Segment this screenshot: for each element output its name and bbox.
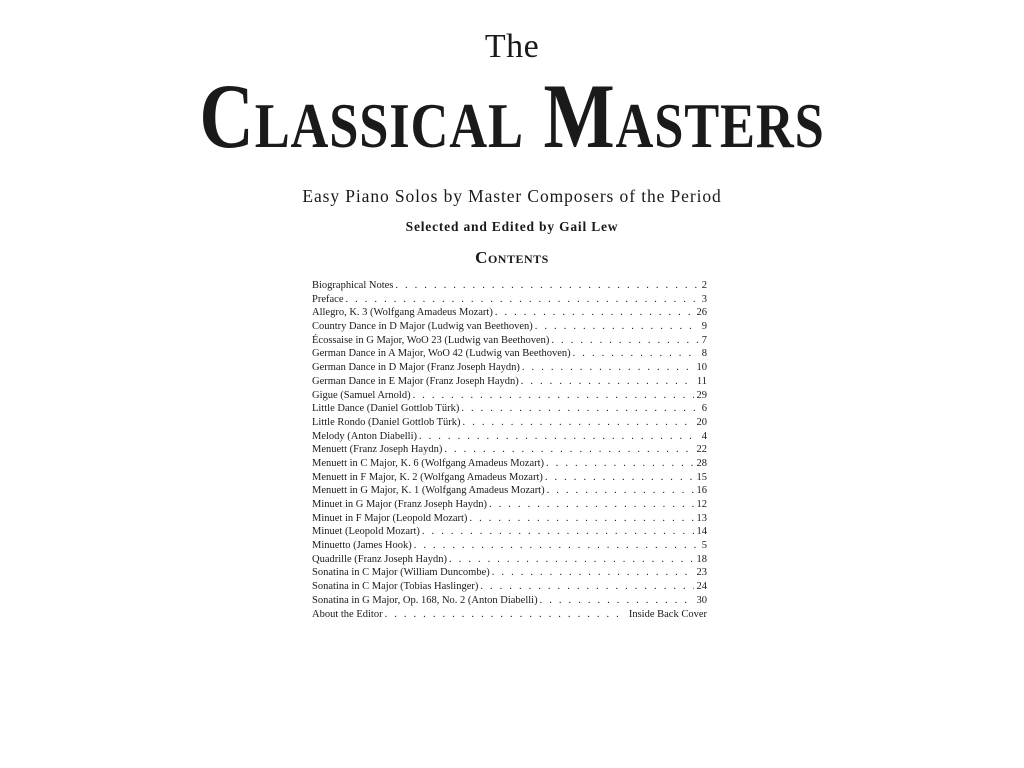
- toc-entry-page: 6: [701, 403, 707, 415]
- editor-credit: Selected and Edited by Gail Lew: [405, 219, 619, 234]
- toc-entry-page: 8: [701, 348, 707, 360]
- toc-leader-dots: [545, 471, 694, 485]
- toc-leader-dots: [444, 443, 693, 457]
- table-of-contents: [312, 279, 707, 621]
- toc-entry-title: About the Editor: [312, 608, 383, 620]
- toc-entry: [312, 306, 707, 320]
- toc-entry: [312, 608, 707, 622]
- toc-entry: [312, 320, 707, 334]
- toc-entry-title: German Dance in D Major (Franz Joseph Haydn): [312, 362, 520, 374]
- toc-leader-dots: [345, 293, 698, 307]
- toc-entry: [312, 430, 707, 444]
- toc-entry-page: 13: [696, 512, 707, 524]
- toc-entry-title: Minuetto (James Hook): [312, 540, 412, 552]
- toc-leader-dots: [395, 279, 698, 293]
- toc-entry-page: 3: [701, 293, 707, 305]
- toc-entry: [312, 347, 707, 361]
- toc-entry: [312, 498, 707, 512]
- toc-entry-page: Inside Back Cover: [628, 608, 707, 620]
- toc-entry-page: 2: [701, 280, 707, 291]
- book-title: Classical Masters: [199, 65, 825, 167]
- toc-entry: [312, 580, 707, 594]
- toc-entry: [312, 512, 707, 526]
- toc-entry: [312, 279, 707, 293]
- toc-entry-page: 15: [696, 471, 707, 483]
- toc-entry: [312, 361, 707, 375]
- toc-entry-title: Écossaise in G Major, WoO 23 (Ludwig van Beethoven): [312, 334, 550, 346]
- toc-leader-dots: [495, 306, 694, 320]
- toc-entry-title: Melody (Anton Diabelli): [312, 430, 417, 442]
- toc-entry-title: Menuett in F Major, K. 2 (Wolfgang Amadeus Mozart): [312, 471, 543, 483]
- toc-leader-dots: [419, 430, 699, 444]
- toc-entry: [312, 375, 707, 389]
- toc-entry-title: Little Dance (Daniel Gottlob Türk): [312, 403, 460, 415]
- toc-entry-page: 24: [696, 581, 707, 593]
- toc-entry: [312, 389, 707, 403]
- toc-entry: [312, 443, 707, 457]
- contents-heading: Contents: [475, 248, 549, 267]
- toc-entry-page: 4: [701, 430, 707, 442]
- toc-leader-dots: [521, 375, 694, 389]
- toc-entry: [312, 471, 707, 485]
- toc-leader-dots: [461, 402, 698, 416]
- toc-leader-dots: [469, 512, 693, 526]
- toc-entry-title: Menuett in G Major, K. 1 (Wolfgang Amadeus Mozart): [312, 485, 545, 497]
- toc-entry: [312, 553, 707, 567]
- toc-entry: [312, 539, 707, 553]
- toc-entry-title: German Dance in A Major, WoO 42 (Ludwig van Beethoven): [312, 348, 571, 360]
- toc-entry-page: 20: [696, 416, 707, 428]
- toc-entry-page: 14: [696, 526, 707, 538]
- toc-entry-title: Gigue (Samuel Arnold): [312, 389, 411, 401]
- toc-entry: [312, 484, 707, 498]
- toc-leader-dots: [540, 594, 694, 608]
- toc-entry: [312, 334, 707, 348]
- toc-entry-title: Sonatina in G Major, Op. 168, No. 2 (Anton Diabelli): [312, 594, 538, 606]
- toc-entry-page: 28: [696, 457, 707, 469]
- toc-entry-page: 23: [696, 567, 707, 579]
- toc-leader-dots: [522, 361, 694, 375]
- toc-leader-dots: [480, 580, 693, 594]
- toc-entry-title: Biographical Notes: [312, 280, 394, 291]
- toc-leader-dots: [463, 416, 694, 430]
- toc-leader-dots: [551, 334, 698, 348]
- toc-entry-page: 22: [696, 444, 707, 456]
- toc-entry-page: 7: [701, 334, 707, 346]
- toc-entry-page: 5: [701, 540, 707, 552]
- toc-entry-page: 10: [696, 362, 707, 374]
- toc-leader-dots: [385, 608, 626, 622]
- toc-entry-title: German Dance in E Major (Franz Joseph Haydn): [312, 375, 519, 387]
- toc-leader-dots: [492, 566, 694, 580]
- toc-entry-title: Menuett in C Major, K. 6 (Wolfgang Amadeus Mozart): [312, 457, 545, 469]
- toc-entry: [312, 293, 707, 307]
- toc-entry: [312, 402, 707, 416]
- toc-entry-title: Preface: [312, 293, 344, 305]
- toc-entry-page: 9: [701, 321, 707, 333]
- toc-entry-title: Sonatina in C Major (Tobias Haslinger): [312, 581, 479, 593]
- book-subtitle: Easy Piano Solos by Master Composers of the Period: [302, 186, 722, 206]
- toc-leader-dots: [489, 498, 694, 512]
- toc-entry-title: Allegro, K. 3 (Wolfgang Amadeus Mozart): [312, 307, 493, 319]
- toc-entry-page: 30: [696, 594, 707, 606]
- title-the: The: [484, 28, 540, 65]
- toc-leader-dots: [547, 484, 694, 498]
- toc-entry-title: Minuet (Leopold Mozart): [312, 526, 420, 538]
- toc-entry-title: Minuet in G Major (Franz Joseph Haydn): [312, 499, 487, 510]
- toc-entry-title: Country Dance in D Major (Ludwig van Beethoven): [312, 321, 533, 333]
- toc-entry-page: 18: [696, 553, 707, 565]
- toc-entry-page: 26: [696, 307, 707, 319]
- toc-entry: [312, 594, 707, 608]
- toc-entry-title: Menuett (Franz Joseph Haydn): [312, 444, 443, 456]
- toc-leader-dots: [535, 320, 699, 334]
- toc-entry: [312, 566, 707, 580]
- toc-entry-page: 12: [696, 499, 707, 510]
- toc-entry: [312, 525, 707, 539]
- toc-leader-dots: [414, 539, 699, 553]
- toc-leader-dots: [413, 389, 694, 403]
- toc-entry-title: Sonatina in C Major (William Duncombe): [312, 567, 490, 579]
- toc-entry: [312, 457, 707, 471]
- toc-entry: [312, 416, 707, 430]
- toc-entry-page: 29: [696, 389, 707, 401]
- toc-entry-title: Minuet in F Major (Leopold Mozart): [312, 512, 468, 524]
- toc-leader-dots: [546, 457, 693, 471]
- toc-entry-page: 11: [696, 375, 707, 387]
- toc-leader-dots: [449, 553, 693, 567]
- toc-leader-dots: [573, 347, 699, 361]
- toc-leader-dots: [422, 525, 694, 539]
- toc-entry-page: 16: [696, 485, 707, 497]
- toc-entry-title: Quadrille (Franz Joseph Haydn): [312, 553, 448, 565]
- toc-entry-title: Little Rondo (Daniel Gottlob Türk): [312, 416, 461, 428]
